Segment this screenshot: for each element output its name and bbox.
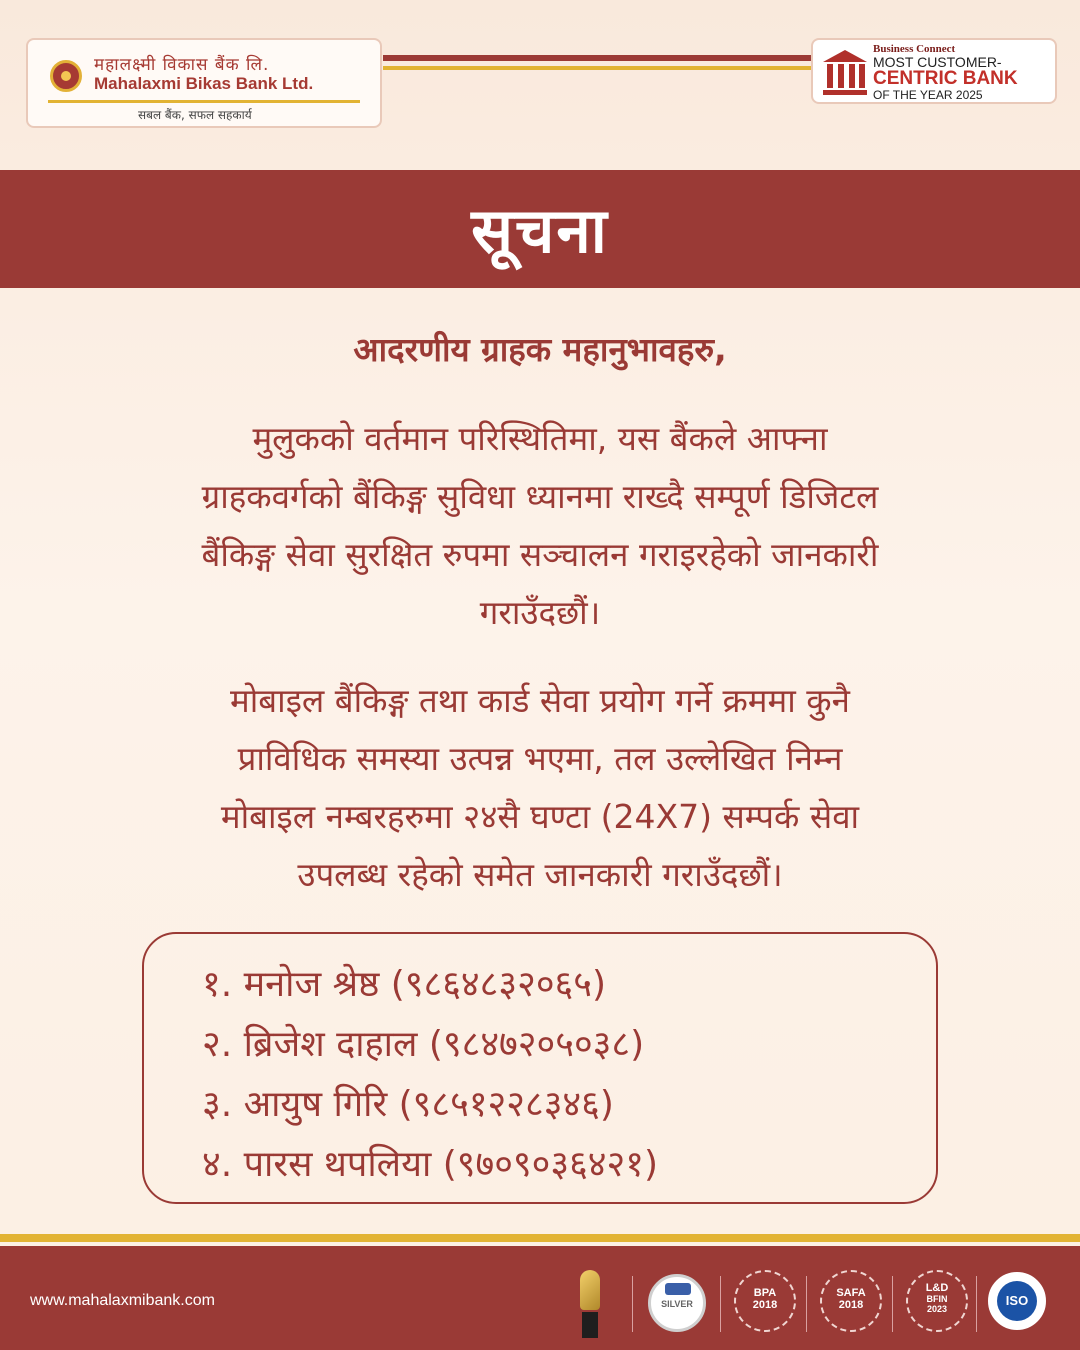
footer-gold-rule — [0, 1234, 1080, 1242]
bank-logo[interactable] — [26, 38, 382, 128]
logo-divider — [48, 100, 360, 103]
title-band — [0, 170, 1080, 288]
silver-label: SILVER — [661, 1299, 693, 1309]
laurel-icon — [734, 1270, 796, 1332]
page-title: सूचना — [471, 194, 609, 267]
bank-name-english: Mahalaxmi Bikas Bank Ltd. — [94, 74, 314, 93]
award-badge — [811, 38, 1057, 104]
bank-emblem-icon — [50, 60, 82, 92]
paragraph-line: मोबाइल नम्बरहरुमा २४सै घण्टा (24X7) सम्पर्क सेवा — [220, 797, 860, 836]
silver-award-icon — [648, 1274, 706, 1332]
award-line-3: OF THE YEAR 2025 — [873, 88, 983, 102]
award-brand: Business Connect — [873, 43, 956, 55]
badge-divider — [976, 1276, 977, 1332]
contact-item[interactable]: २. ब्रिजेश दाहाल (९८४७२०५०३८) — [202, 1024, 645, 1065]
badge-line: BFIN — [926, 1294, 948, 1304]
paragraph-line: मोबाइल बैंकिङ्ग तथा कार्ड सेवा प्रयोग गर्ने क्रममा कुनै — [230, 681, 850, 720]
notice-paragraph-1 — [60, 410, 1020, 642]
header-rule-gold — [383, 66, 830, 70]
paragraph-line: प्राविधिक समस्या उत्पन्न भएमा, तल उल्लेखित निम्न — [237, 739, 843, 778]
award-line-2: CENTRIC BANK — [873, 68, 1018, 89]
badge-line: 2018 — [838, 1299, 864, 1311]
paragraph-line: ग्राहकवर्गको बैंकिङ्ग सुविधा ध्यानमा राख्दै सम्पूर्ण डिजिटल — [201, 477, 879, 516]
badge-line: 2023 — [926, 1304, 948, 1314]
paragraph-line: गराउँदछौं। — [479, 593, 601, 632]
laurel-icon — [906, 1270, 968, 1332]
badge-line: BPA — [753, 1287, 777, 1299]
contact-list-box — [142, 932, 938, 1204]
contact-item[interactable]: ३. आयुष गिरि (९८५१२२८३४६) — [202, 1084, 614, 1125]
badge-line: L&D — [925, 1282, 949, 1294]
laurel-icon — [820, 1270, 882, 1332]
badge-divider — [892, 1276, 893, 1332]
paragraph-line: मुलुकको वर्तमान परिस्थितिमा, यस बैंकले आफ्ना — [252, 419, 828, 458]
badge-divider — [632, 1276, 633, 1332]
header-rule-maroon — [383, 55, 830, 61]
badge-divider — [806, 1276, 807, 1332]
footer — [0, 1246, 1080, 1350]
bank-tagline: सबल बैंक, सफल सहकार्य — [138, 108, 252, 122]
badge-line: SAFA — [836, 1287, 866, 1299]
paragraph-line: उपलब्ध रहेको समेत जानकारी गराउँदछौं। — [297, 855, 783, 894]
paragraph-line: बैंकिङ्ग सेवा सुरक्षित रुपमा सञ्चालन गराइरहेको जानकारी — [201, 535, 879, 574]
bank-building-icon — [823, 50, 867, 96]
notice-paragraph-2 — [60, 672, 1020, 904]
iso-icon — [988, 1272, 1046, 1330]
iso-label: ISO — [997, 1281, 1037, 1321]
website-link[interactable]: www.mahalaxmibank.com — [30, 1292, 215, 1309]
contact-item[interactable]: १. मनोज श्रेष्ठ (९८६४८३२०६५) — [202, 964, 607, 1005]
trophy-icon — [578, 1270, 602, 1340]
contact-item[interactable]: ४. पारस थपलिया (९७०९०३६४२१) — [202, 1144, 659, 1185]
badge-divider — [720, 1276, 721, 1332]
bank-name-nepali: महालक्ष्मी विकास बैंक लि. — [94, 55, 270, 75]
badge-line: 2018 — [752, 1299, 778, 1311]
award-line-1: MOST CUSTOMER- — [873, 54, 1002, 70]
greeting: आदरणीय ग्राहक महानुभावहरु, — [353, 330, 727, 369]
